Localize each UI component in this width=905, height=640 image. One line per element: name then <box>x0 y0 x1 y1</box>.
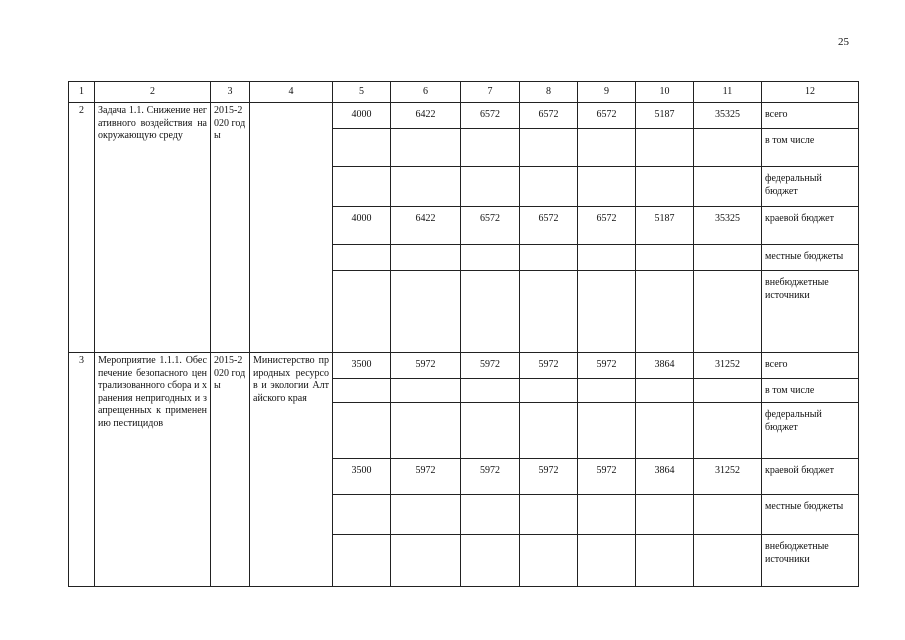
value-cell <box>636 129 694 167</box>
value-cell <box>694 495 762 535</box>
value-cell: 6422 <box>391 207 461 245</box>
value-cell <box>694 535 762 587</box>
value-cell <box>578 167 636 207</box>
value-cell: 3500 <box>333 353 391 379</box>
value-cell: 4000 <box>333 103 391 129</box>
value-cell <box>636 379 694 403</box>
header-cell-11: 11 <box>694 82 762 103</box>
value-cell: 6572 <box>461 207 520 245</box>
value-cell <box>694 167 762 207</box>
table-body <box>69 82 859 587</box>
value-cell <box>461 129 520 167</box>
value-cell <box>636 403 694 459</box>
value-cell <box>333 245 391 271</box>
header-cell-5: 5 <box>333 82 391 103</box>
value-cell <box>461 495 520 535</box>
value-cell: 5972 <box>391 353 461 379</box>
value-cell <box>391 245 461 271</box>
value-cell <box>578 245 636 271</box>
value-cell <box>694 245 762 271</box>
value-cell: 6572 <box>578 103 636 129</box>
value-cell <box>391 495 461 535</box>
value-cell <box>391 535 461 587</box>
header-cell-3: 3 <box>211 82 250 103</box>
value-cell <box>636 495 694 535</box>
header-cell-8: 8 <box>520 82 578 103</box>
header-cell-1: 1 <box>69 82 95 103</box>
value-cell: 5972 <box>578 459 636 495</box>
value-cell: 6422 <box>391 103 461 129</box>
header-cell-4: 4 <box>250 82 333 103</box>
value-cell <box>578 535 636 587</box>
value-cell: 3864 <box>636 459 694 495</box>
funding-source-cell: всего <box>762 103 859 129</box>
value-cell <box>520 271 578 353</box>
value-cell <box>694 379 762 403</box>
value-cell <box>578 129 636 167</box>
row-number: 3 <box>69 353 95 587</box>
funding-source-cell: местные бюджеты <box>762 495 859 535</box>
value-cell <box>520 245 578 271</box>
value-cell <box>391 271 461 353</box>
table-row <box>69 103 859 129</box>
value-cell <box>391 403 461 459</box>
value-cell: 6572 <box>578 207 636 245</box>
period-cell: 2015-2020 годы <box>211 103 250 353</box>
value-cell: 3864 <box>636 353 694 379</box>
value-cell <box>333 535 391 587</box>
funding-source-cell: всего <box>762 353 859 379</box>
value-cell <box>391 167 461 207</box>
header-cell-6: 6 <box>391 82 461 103</box>
value-cell: 6572 <box>461 103 520 129</box>
value-cell <box>578 379 636 403</box>
header-cell-2: 2 <box>95 82 211 103</box>
value-cell: 5972 <box>520 459 578 495</box>
funding-source-cell: федеральный бюджет <box>762 403 859 459</box>
value-cell <box>520 379 578 403</box>
row-number: 2 <box>69 103 95 353</box>
value-cell <box>636 167 694 207</box>
page-number: 25 <box>838 36 849 48</box>
value-cell: 5972 <box>391 459 461 495</box>
value-cell <box>636 271 694 353</box>
value-cell <box>636 245 694 271</box>
value-cell <box>333 495 391 535</box>
header-row <box>69 82 859 103</box>
value-cell: 4000 <box>333 207 391 245</box>
funding-source-cell: в том числе <box>762 129 859 167</box>
value-cell <box>391 379 461 403</box>
value-cell <box>694 271 762 353</box>
header-cell-7: 7 <box>461 82 520 103</box>
value-cell <box>333 379 391 403</box>
value-cell: 5972 <box>520 353 578 379</box>
value-cell: 35325 <box>694 103 762 129</box>
value-cell: 6572 <box>520 207 578 245</box>
executor-cell: Министерство природных ресурсов и экологии Алтайского края <box>250 353 333 587</box>
task-title: Мероприятие 1.1.1. Обеспечение безопасного централизованного сбора и хранения непригодных и запрещенных к применению пестицидов <box>95 353 211 587</box>
funding-source-cell: в том числе <box>762 379 859 403</box>
value-cell <box>333 403 391 459</box>
value-cell <box>520 129 578 167</box>
value-cell <box>391 129 461 167</box>
funding-source-cell: краевой бюджет <box>762 207 859 245</box>
header-cell-9: 9 <box>578 82 636 103</box>
value-cell <box>520 167 578 207</box>
period-cell: 2015-2020 годы <box>211 353 250 587</box>
value-cell: 31252 <box>694 459 762 495</box>
value-cell <box>461 379 520 403</box>
value-cell <box>461 271 520 353</box>
value-cell: 5187 <box>636 103 694 129</box>
header-cell-12: 12 <box>762 82 859 103</box>
value-cell <box>578 495 636 535</box>
funding-source-cell: внебюджетные источники <box>762 535 859 587</box>
value-cell: 5972 <box>461 353 520 379</box>
value-cell <box>461 403 520 459</box>
value-cell: 31252 <box>694 353 762 379</box>
value-cell <box>520 403 578 459</box>
value-cell <box>461 535 520 587</box>
value-cell <box>520 495 578 535</box>
funding-source-cell: внебюджетные источники <box>762 271 859 353</box>
value-cell <box>636 535 694 587</box>
value-cell <box>694 129 762 167</box>
value-cell <box>333 167 391 207</box>
value-cell <box>578 271 636 353</box>
funding-source-cell: федеральный бюджет <box>762 167 859 207</box>
value-cell: 5187 <box>636 207 694 245</box>
value-cell <box>578 403 636 459</box>
budget-table <box>68 81 859 587</box>
value-cell: 5972 <box>578 353 636 379</box>
task-title: Задача 1.1. Снижение негативного воздействия на окружающую среду <box>95 103 211 353</box>
value-cell <box>333 271 391 353</box>
table-row <box>69 353 859 379</box>
value-cell <box>333 129 391 167</box>
funding-source-cell: местные бюджеты <box>762 245 859 271</box>
executor-cell <box>250 103 333 353</box>
value-cell <box>461 245 520 271</box>
value-cell <box>520 535 578 587</box>
value-cell: 3500 <box>333 459 391 495</box>
value-cell: 5972 <box>461 459 520 495</box>
value-cell <box>461 167 520 207</box>
value-cell <box>694 403 762 459</box>
header-cell-10: 10 <box>636 82 694 103</box>
funding-source-cell: краевой бюджет <box>762 459 859 495</box>
value-cell: 6572 <box>520 103 578 129</box>
value-cell: 35325 <box>694 207 762 245</box>
